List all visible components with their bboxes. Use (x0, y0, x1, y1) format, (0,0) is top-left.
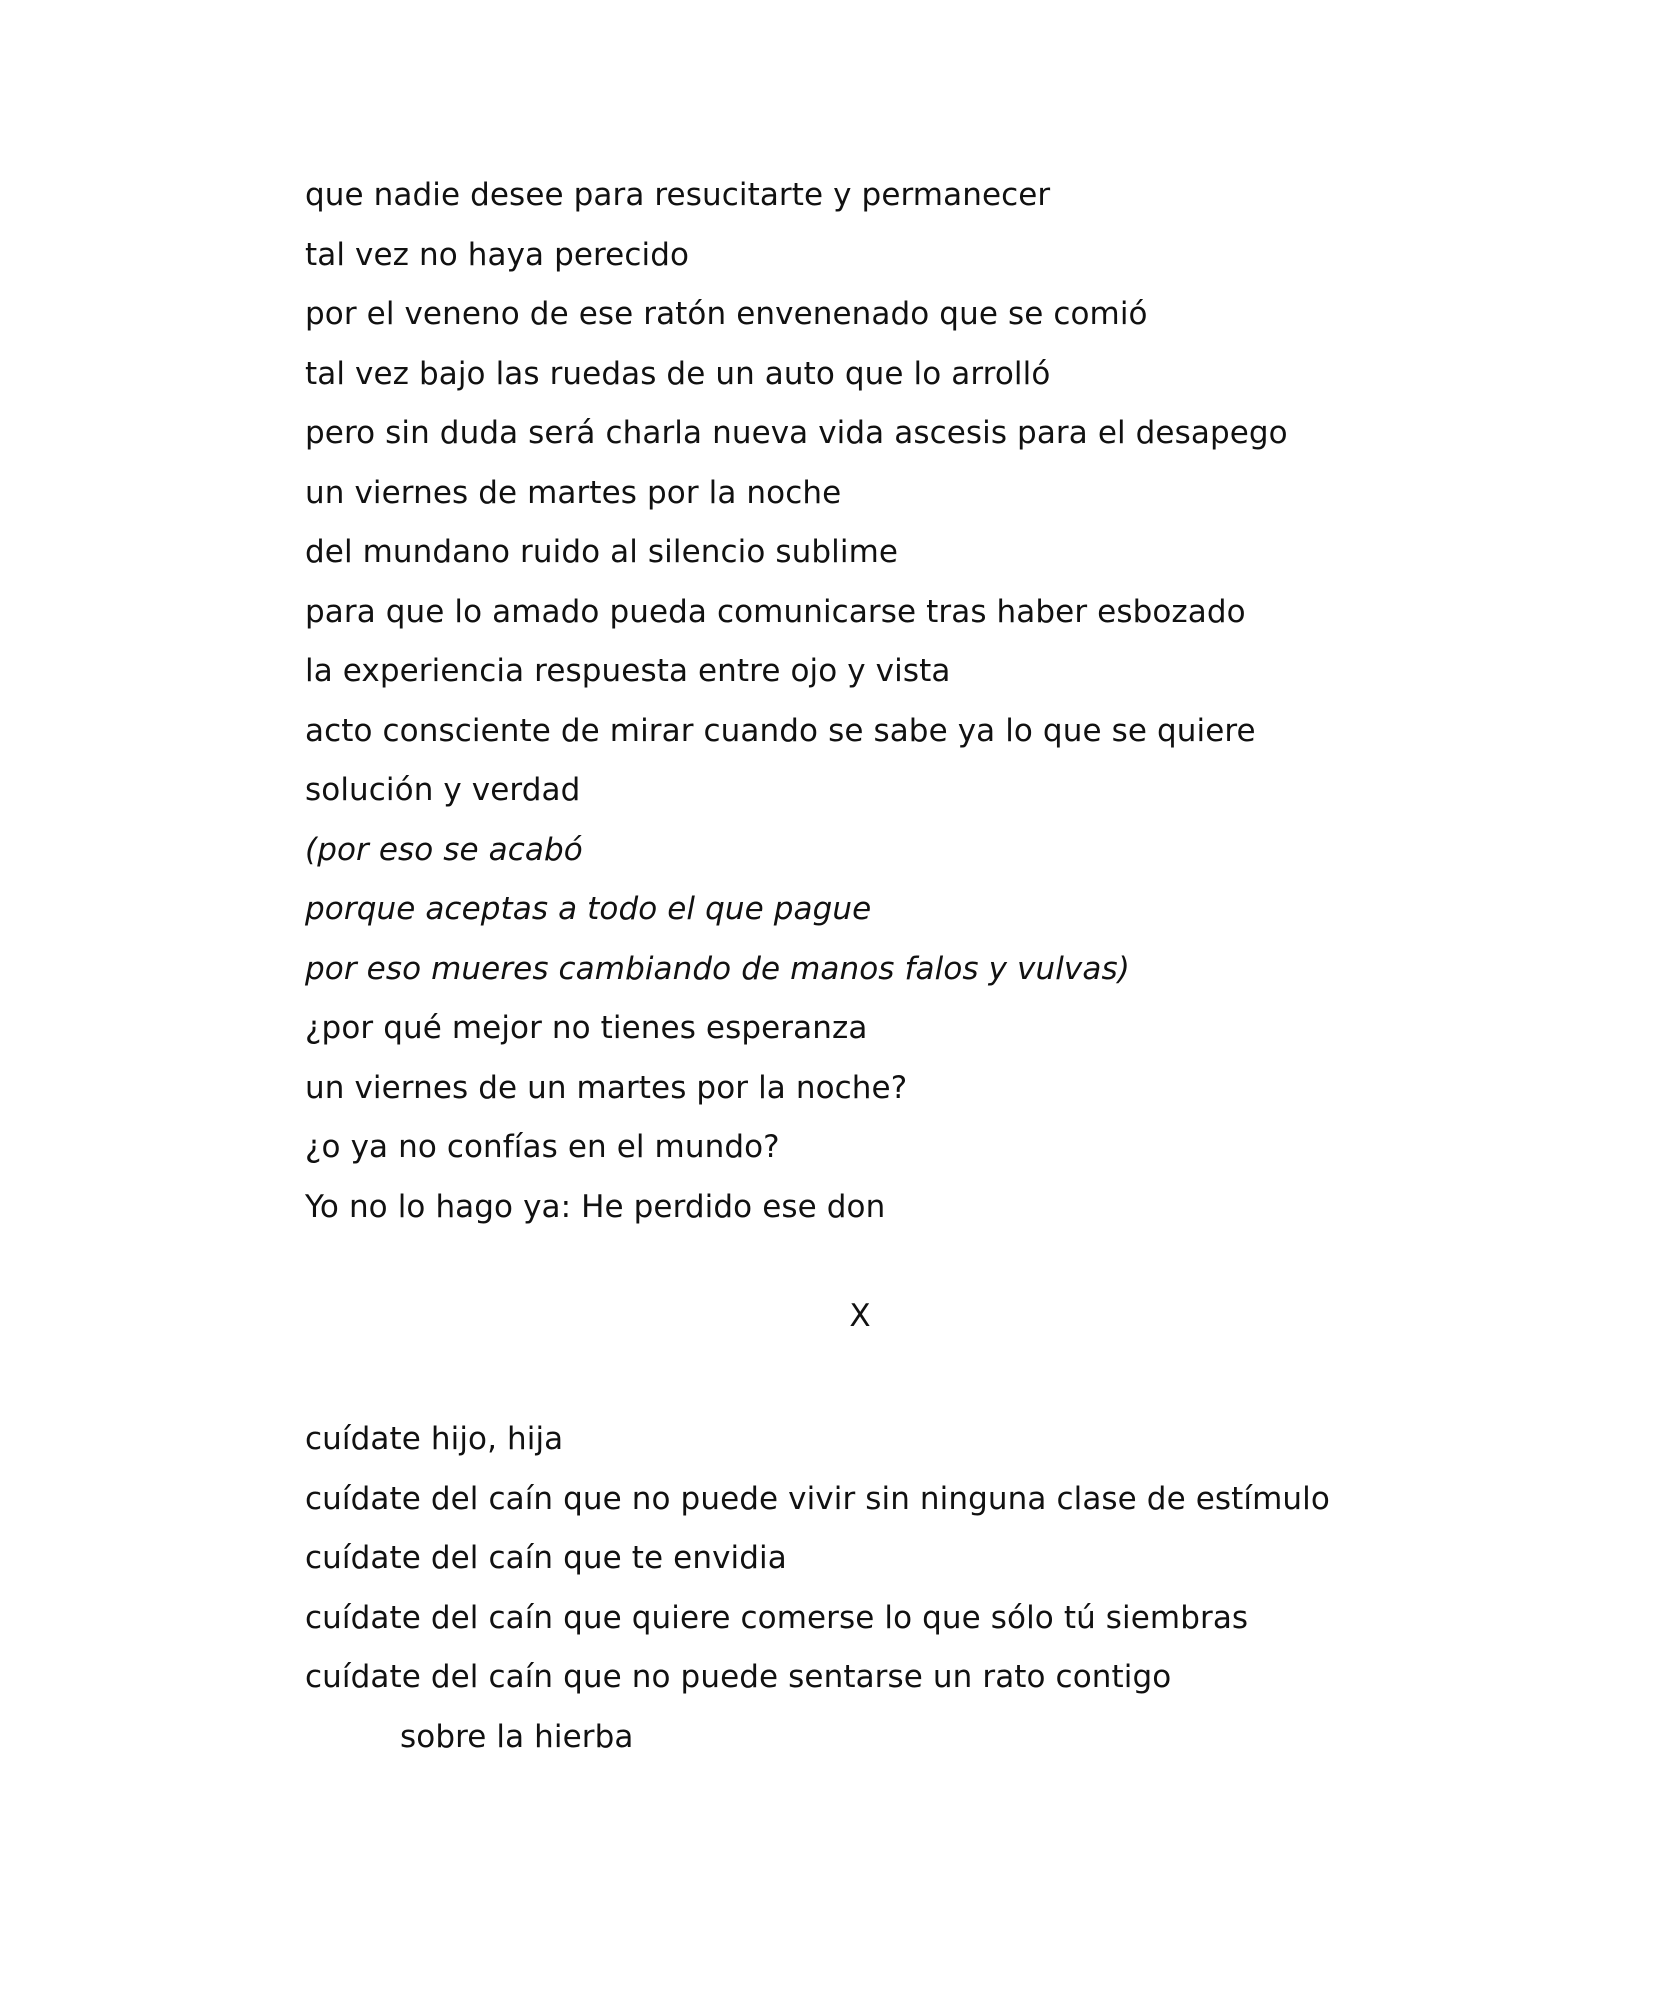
section-numeral: X (849, 1298, 871, 1334)
poem-line: cuídate hijo, hija (305, 1421, 564, 1457)
poem-line: ¿por qué mejor no tienes esperanza (305, 1010, 868, 1046)
poem-stanza-2 (305, 1410, 1505, 1767)
poem-line: pero sin duda será charla nueva vida ascesis para el desapego (305, 415, 1288, 451)
poem-line: cuídate del caín que no puede vivir sin ninguna clase de estímulo (305, 1480, 1330, 1517)
poem-line: cuídate del caín que quiere comerse lo que sólo tú siembras (305, 1599, 1249, 1636)
poem-line: solución y verdad (305, 772, 581, 808)
poem-line: por el veneno de ese ratón envenenado que se comió (305, 296, 1148, 332)
poem-line: cuídate del caín que no puede sentarse un rato contigo (305, 1659, 1172, 1695)
poem-stanza-1 (305, 166, 1505, 1237)
poem-line: para que lo amado pueda comunicarse tras haber esbozado (305, 593, 1246, 630)
poem-line: cuídate del caín que te envidia (305, 1540, 787, 1576)
poem-line-italic: (por eso se acabó (305, 831, 583, 868)
poem-line-indented: sobre la hierba (400, 1718, 634, 1755)
poem-line: un viernes de martes por la noche (305, 474, 842, 511)
poem-line: tal vez no haya perecido (305, 236, 690, 273)
poem-line-italic: porque aceptas a todo el que pague (305, 891, 872, 927)
poem-line: del mundano ruido al silencio sublime (305, 534, 899, 570)
poem-line: Yo no lo hago ya: He perdido ese don (305, 1188, 886, 1225)
poem-line: tal vez bajo las ruedas de un auto que lo arrolló (305, 355, 1051, 392)
poem-line: que nadie desee para resucitarte y permanecer (305, 177, 1051, 213)
poem-line: un viernes de un martes por la noche? (305, 1069, 908, 1106)
poem-line: ¿o ya no confías en el mundo? (305, 1129, 780, 1165)
poem-line: acto consciente de mirar cuando se sabe ya lo que se quiere (305, 712, 1256, 749)
poem-line-italic: por eso mueres cambiando de manos falos y vulvas) (305, 950, 1130, 987)
poem-line: la experiencia respuesta entre ojo y vista (305, 653, 951, 689)
